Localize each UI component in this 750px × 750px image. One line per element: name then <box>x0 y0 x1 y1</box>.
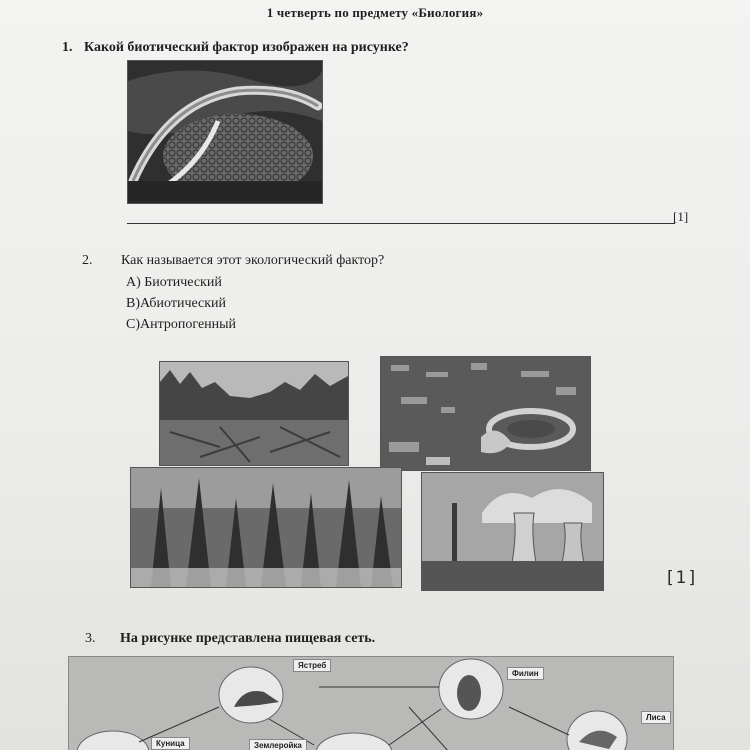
option-c[interactable]: С)Антропогенный <box>126 317 237 332</box>
answer-line[interactable] <box>127 223 675 224</box>
garbage-dump-photo-icon <box>380 356 591 471</box>
node-label-shrew: Землеройка <box>249 739 307 750</box>
node-label-hawk: Ястреб <box>293 659 331 672</box>
question-2-text: Как называется этот экологический фактор? <box>121 253 385 268</box>
power-plant-photo-icon <box>421 472 604 591</box>
question-1-number: 1. <box>62 40 73 55</box>
question-3-text: На рисунке представлена пищевая сеть. <box>120 631 376 646</box>
option-a[interactable]: А) Биотический <box>126 275 222 290</box>
forest-fire-photo-icon <box>130 467 402 588</box>
question-3-number: 3. <box>85 631 96 646</box>
question-1-score: [1] <box>673 209 689 224</box>
question-2-number: 2. <box>82 253 93 268</box>
question-2-options <box>126 272 236 335</box>
option-b[interactable]: В)Абиотический <box>126 296 227 311</box>
deforestation-photo-icon <box>159 361 349 466</box>
node-label-marten: Куница <box>151 737 190 750</box>
node-label-eagle-owl: Филин <box>507 667 544 680</box>
question-1-text: Какой биотический фактор изображен на рисунке? <box>84 40 409 55</box>
page-title: 1 четверть по предмету «Биология» <box>266 5 484 20</box>
handwritten-score: [1] <box>667 568 698 588</box>
node-label-fox: Лиса <box>641 711 671 724</box>
food-web-diagram <box>68 656 674 750</box>
snake-eating-fish-photo-icon <box>127 60 323 204</box>
